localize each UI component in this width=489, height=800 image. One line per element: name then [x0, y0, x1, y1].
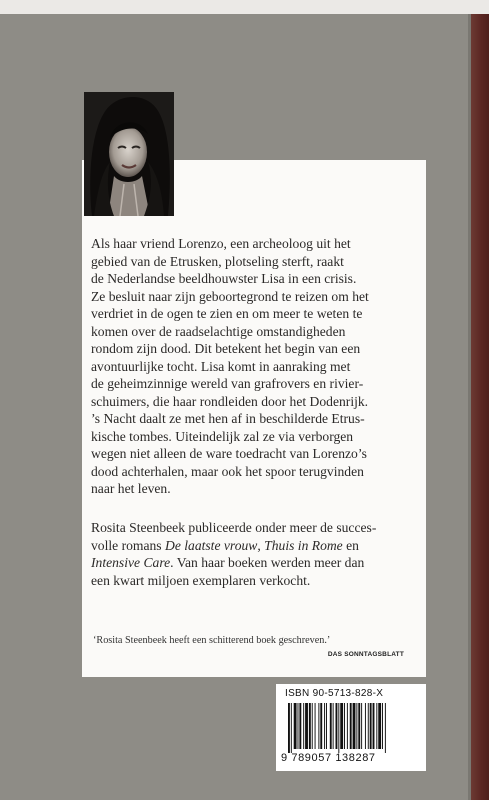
- barcode-bar: [376, 703, 377, 749]
- barcode-bar: [385, 703, 386, 753]
- synopsis-line: schuimers, die haar rondleiden door het Dodenrijk.: [91, 393, 369, 409]
- review-quote: ‘Rosita Steenbeek heeft een schitterend boek geschreven.’: [93, 635, 331, 646]
- book-spine: [471, 14, 489, 800]
- bio-text: volle romans: [91, 537, 165, 553]
- barcode-bar: [340, 703, 343, 749]
- barcode-bar: [365, 703, 366, 749]
- background-strip: [0, 0, 489, 14]
- barcode-bar: [326, 703, 327, 749]
- barcode-bar: [330, 703, 332, 749]
- bio-line: een kwart miljoen exemplaren verkocht.: [91, 572, 311, 588]
- barcode-bar: [378, 703, 381, 749]
- synopsis-line: naar het leven.: [91, 481, 171, 496]
- barcode-bar: [353, 703, 356, 749]
- synopsis-line: komen over de raadselachtige omstandigheden: [91, 323, 346, 339]
- barcode-digits: 9 789057 138287: [281, 752, 376, 764]
- barcode-bar: [382, 703, 383, 749]
- bio-line: Rosita Steenbeek publiceerde onder meer de succes-: [91, 520, 377, 535]
- barcode-bar: [350, 703, 352, 749]
- bio-text: ,: [257, 537, 265, 553]
- isbn-number: ISBN 90-5713-828-X: [285, 688, 384, 699]
- synopsis-line: rondom zijn dood. Dit betekent het begin van een: [91, 341, 361, 356]
- synopsis-line: ’s Nacht daalt ze met hen af in beschilderde Etrus-: [91, 411, 365, 426]
- barcode-bar: [356, 703, 357, 749]
- barcode-bar: [291, 703, 292, 753]
- author-bio: [91, 519, 423, 589]
- author-photo: [84, 92, 174, 216]
- barcode-bar: [299, 703, 301, 749]
- bio-line: [91, 537, 423, 555]
- barcode-bar: [294, 703, 297, 749]
- quote-source: DAS SONNTAGSBLATT: [327, 651, 404, 658]
- barcode-bar: [347, 703, 348, 749]
- book-title: Thuis in Rome: [264, 537, 343, 553]
- synopsis-line: Als haar vriend Lorenzo, een archeoloog uit het: [91, 236, 351, 251]
- barcode-bar: [309, 703, 311, 749]
- synopsis-line: avontuurlijke tocht. Lisa komt in aanraking met: [91, 358, 351, 374]
- barcode-bar: [320, 703, 322, 749]
- synopsis-line: gebied van de Etrusken, plotseling sterft, raakt: [91, 253, 344, 269]
- barcode-bar: [288, 703, 290, 753]
- synopsis-text: [91, 235, 423, 498]
- barcode-bar: [373, 703, 375, 749]
- book-title: Intensive Care: [91, 555, 171, 570]
- bio-text: . Van haar boeken werden meer dan: [170, 555, 365, 570]
- barcode-bar: [305, 703, 308, 749]
- barcode-bar: [315, 703, 316, 749]
- barcode-bar: [303, 703, 304, 749]
- barcode-bar: [333, 703, 334, 749]
- barcode-bar: [358, 703, 360, 749]
- barcode-bar: [370, 703, 372, 749]
- barcode-bar: [361, 703, 362, 749]
- barcode-bar: [318, 703, 319, 749]
- barcode-bar: [312, 703, 313, 749]
- barcode-bar: [298, 703, 299, 749]
- synopsis-line: Ze besluit naar zijn geboortegrond te reizen om het: [91, 288, 369, 304]
- synopsis-line: verdriet in de ogen te zien en om meer te weten te: [91, 306, 363, 321]
- barcode-bar: [344, 703, 345, 749]
- bio-text: en: [342, 537, 359, 553]
- synopsis-line: de Nederlandse beeldhouwster Lisa in een crisis.: [91, 271, 357, 286]
- book-title: De laatste vrouw: [165, 537, 258, 553]
- barcode-bar: [338, 703, 339, 753]
- bio-line: [91, 554, 423, 572]
- barcode-bar: [324, 703, 325, 749]
- synopsis-line: de geheimzinnige wereld van grafrovers en rivier-: [91, 376, 364, 391]
- synopsis-line: dood achterhalen, maar ook het spoor terugvinden: [91, 463, 364, 479]
- barcode: [287, 703, 421, 758]
- barcode-bar: [336, 703, 338, 749]
- synopsis-line: wegen niet alleen de ware toedracht van Lorenzo’s: [91, 446, 367, 461]
- synopsis-line: kische tombes. Uiteindelijk zal ze via verborgen: [91, 428, 354, 444]
- barcode-bar: [368, 703, 369, 749]
